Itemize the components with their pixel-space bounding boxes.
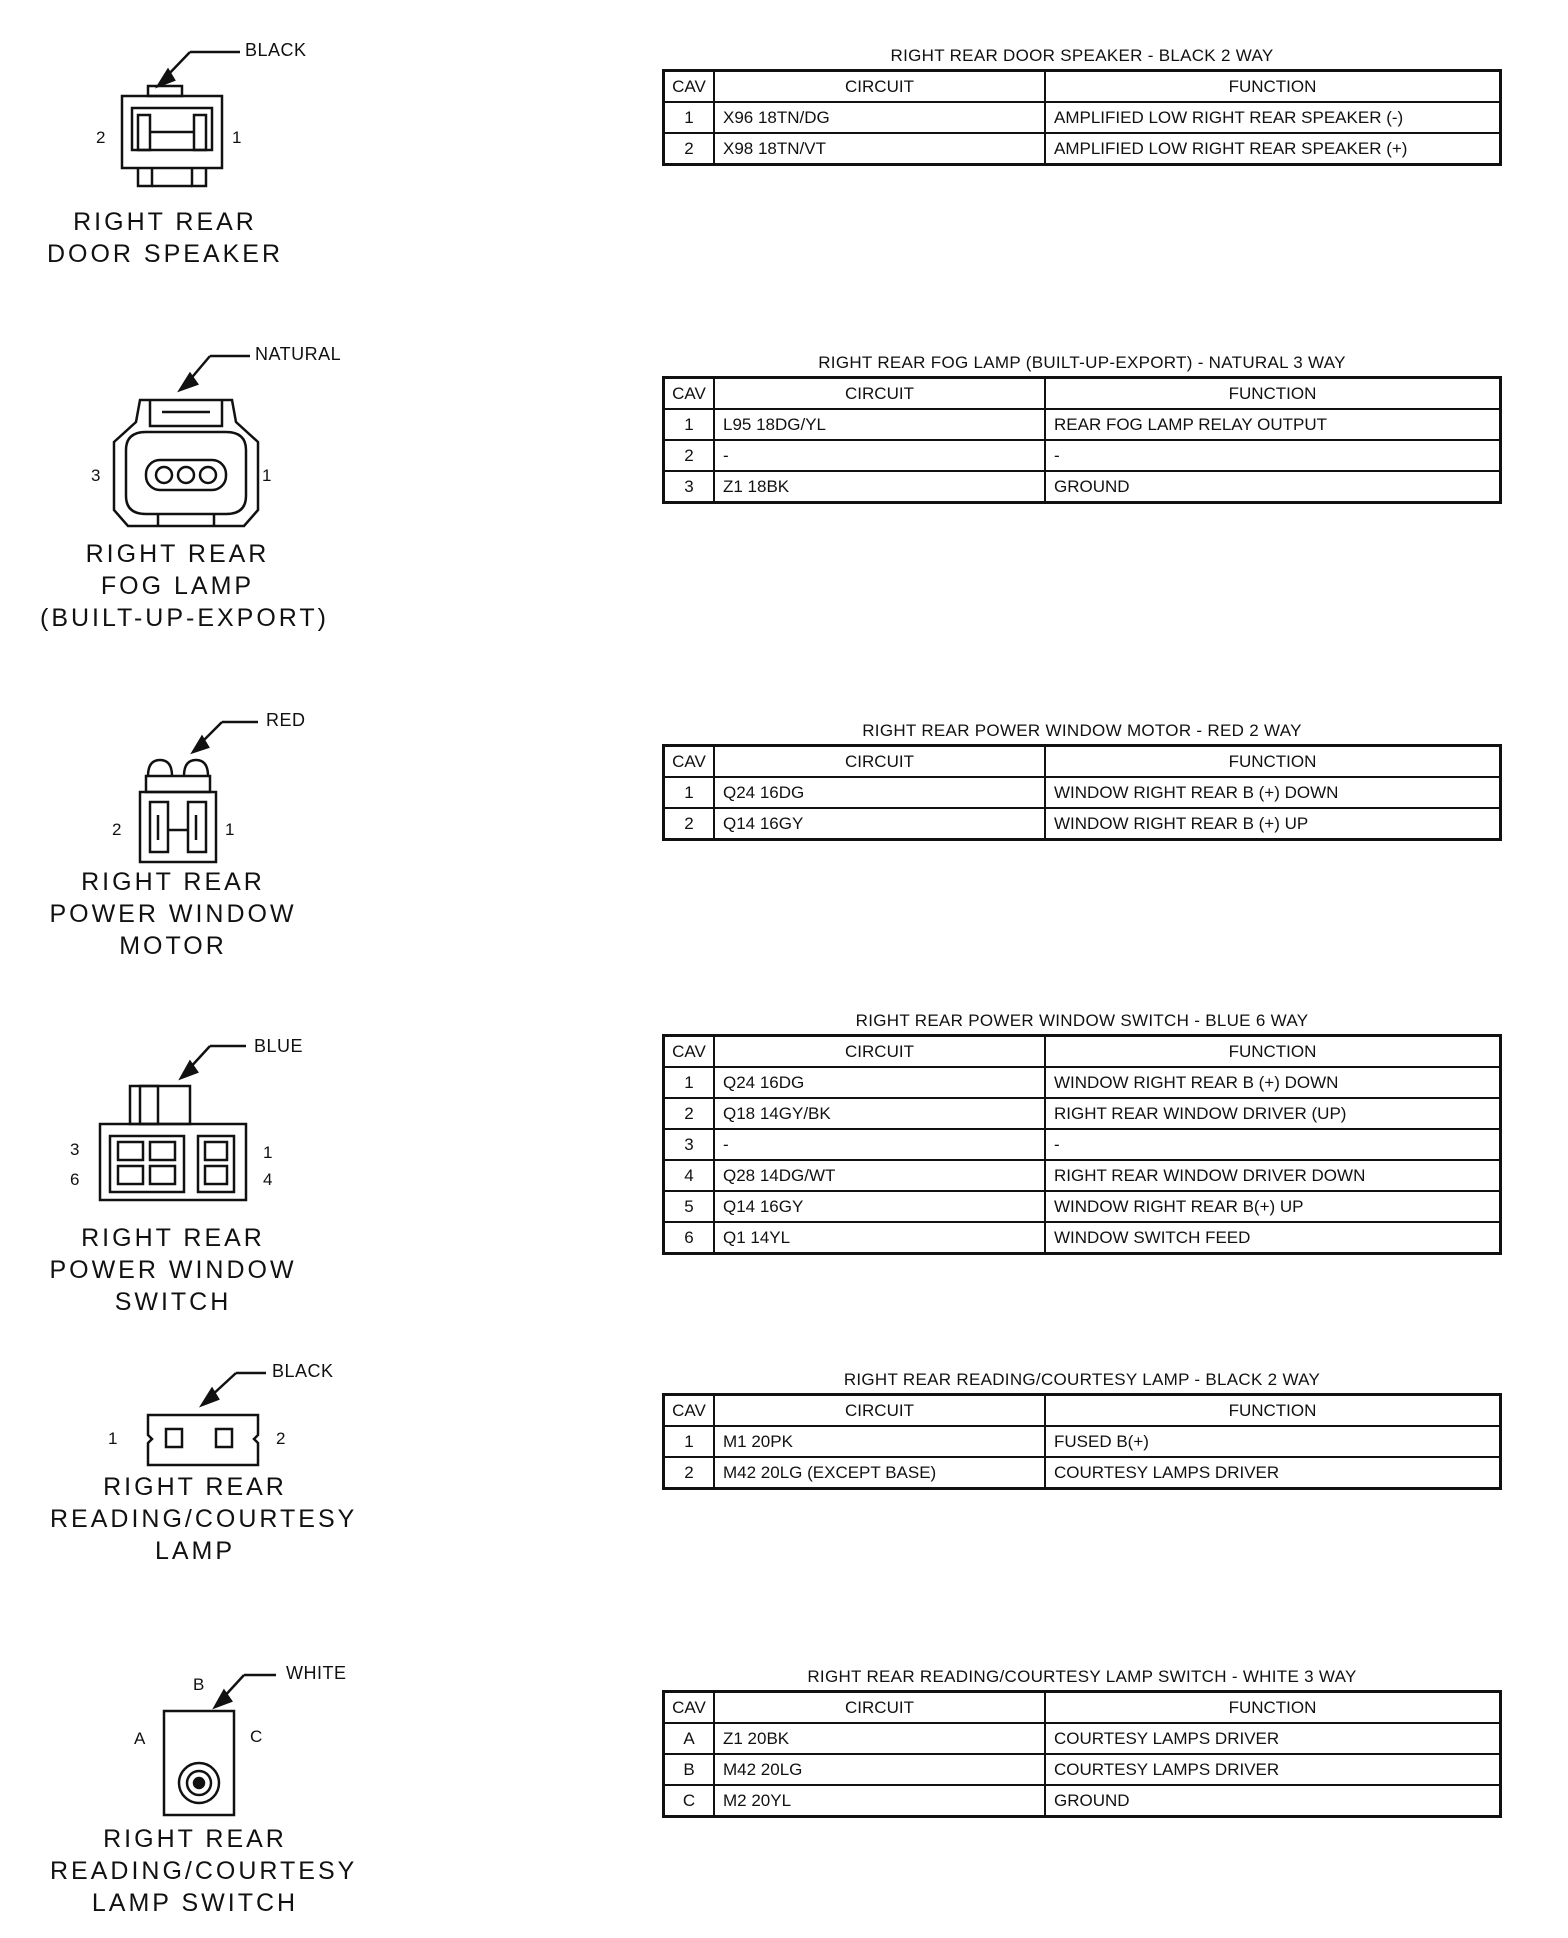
pinout-grid	[662, 376, 1502, 504]
pinout-table	[662, 350, 1502, 504]
connector-color-label: WHITE	[286, 1663, 347, 1683]
table-title: RIGHT REAR POWER WINDOW MOTOR - RED 2 WAY	[862, 721, 1302, 740]
pinout-grid	[662, 1393, 1502, 1490]
pinout-grid	[662, 69, 1502, 166]
pin-label: 2	[96, 128, 106, 147]
connector-color-label: NATURAL	[255, 344, 342, 364]
connector-color-label: BLUE	[254, 1036, 304, 1056]
connector-color-label: RED	[266, 710, 306, 730]
pin-label: 3	[91, 466, 101, 485]
table-row: B M42 20LG COURTESY LAMPS DRIVER	[664, 1754, 1501, 1785]
pin-label: A	[134, 1729, 146, 1748]
pin-label: C	[250, 1727, 263, 1746]
connector-name: RIGHT REAR POWER WINDOW MOTOR	[49, 868, 297, 960]
connector-name: RIGHT REAR POWER WINDOW SWITCH	[49, 1224, 297, 1316]
pin-label: 1	[232, 128, 242, 147]
pin-label: 1	[108, 1429, 118, 1448]
connector-right-rear-power-window-switch	[0, 1000, 1568, 1345]
pinout-table	[662, 1664, 1502, 1818]
pinout-grid	[662, 1034, 1502, 1255]
pinout-table	[662, 1367, 1502, 1490]
table-title: RIGHT REAR FOG LAMP (BUILT-UP-EXPORT) - NATURAL 3 WAY	[818, 353, 1346, 372]
table-row: 2 Q18 14GY/BK RIGHT REAR WINDOW DRIVER (UP)	[664, 1098, 1501, 1129]
connector-name: RIGHT REAR DOOR SPEAKER	[46, 208, 284, 268]
table-row: 2 X98 18TN/VT AMPLIFIED LOW RIGHT REAR SPEAKER (+)	[664, 133, 1501, 165]
pin-label: 4	[263, 1170, 273, 1189]
pin-label: B	[193, 1675, 205, 1694]
connector-color-label: BLACK	[245, 40, 307, 60]
table-header-row: CAV CIRCUIT FUNCTION	[664, 746, 1501, 778]
table-row: 1 Q24 16DG WINDOW RIGHT REAR B (+) DOWN	[664, 1067, 1501, 1098]
table-row: 1 L95 18DG/YL REAR FOG LAMP RELAY OUTPUT	[664, 409, 1501, 440]
connector-right-rear-reading-courtesy-lamp	[0, 1345, 1568, 1645]
table-row: 1 M1 20PK FUSED B(+)	[664, 1426, 1501, 1457]
table-row: 3 Z1 18BK GROUND	[664, 471, 1501, 503]
connector-right-rear-power-window-motor	[0, 680, 1568, 1000]
table-row: 1 X96 18TN/DG AMPLIFIED LOW RIGHT REAR SPEAKER (-)	[664, 102, 1501, 133]
table-header-row: CAV CIRCUIT FUNCTION	[664, 378, 1501, 410]
pinout-grid	[662, 1690, 1502, 1818]
table-header-row: CAV CIRCUIT FUNCTION	[664, 1692, 1501, 1724]
connector-right-rear-door-speaker	[0, 0, 1568, 300]
table-row: C M2 20YL GROUND	[664, 1785, 1501, 1817]
pin-label: 2	[112, 820, 122, 839]
table-header-row: CAV CIRCUIT FUNCTION	[664, 1036, 1501, 1068]
connector-name: RIGHT REAR READING/COURTESY LAMP	[50, 1473, 358, 1565]
pin-label: 1	[225, 820, 235, 839]
connector-name: RIGHT REAR READING/COURTESY LAMP SWITCH	[50, 1825, 358, 1917]
connector-right-rear-fog-lamp	[0, 300, 1568, 680]
table-title: RIGHT REAR READING/COURTESY LAMP - BLACK 2 WAY	[843, 1370, 1321, 1389]
table-title: RIGHT REAR POWER WINDOW SWITCH - BLUE 6 WAY	[855, 1011, 1309, 1030]
table-row: A Z1 20BK COURTESY LAMPS DRIVER	[664, 1723, 1501, 1754]
table-row: 1 Q24 16DG WINDOW RIGHT REAR B (+) DOWN	[664, 777, 1501, 808]
table-title: RIGHT REAR READING/COURTESY LAMP SWITCH - WHITE 3 WAY	[807, 1667, 1357, 1686]
connector-name: RIGHT REAR FOG LAMP (BUILT-UP-EXPORT)	[40, 540, 329, 632]
pin-label: 1	[262, 466, 272, 485]
table-row: 2 - -	[664, 440, 1501, 471]
pinout-table	[662, 43, 1502, 166]
connector-color-label: BLACK	[272, 1361, 334, 1381]
pin-label: 6	[70, 1170, 80, 1189]
table-row: 2 Q14 16GY WINDOW RIGHT REAR B (+) UP	[664, 808, 1501, 840]
pin-label: 3	[70, 1140, 80, 1159]
connector-right-rear-reading-courtesy-lamp-switch	[0, 1645, 1568, 1938]
table-row: 6 Q1 14YL WINDOW SWITCH FEED	[664, 1222, 1501, 1254]
pin-label: 1	[263, 1143, 273, 1162]
table-row: 5 Q14 16GY WINDOW RIGHT REAR B(+) UP	[664, 1191, 1501, 1222]
pinout-table	[662, 1008, 1502, 1255]
table-row: 2 M42 20LG (EXCEPT BASE) COURTESY LAMPS DRIVER	[664, 1457, 1501, 1489]
table-header-row: CAV CIRCUIT FUNCTION	[664, 1395, 1501, 1427]
pin-label: 2	[276, 1429, 286, 1448]
pinout-grid	[662, 744, 1502, 841]
table-row: 4 Q28 14DG/WT RIGHT REAR WINDOW DRIVER DOWN	[664, 1160, 1501, 1191]
table-header-row: CAV CIRCUIT FUNCTION	[664, 71, 1501, 103]
table-title: RIGHT REAR DOOR SPEAKER - BLACK 2 WAY	[890, 46, 1274, 65]
pinout-table	[662, 718, 1502, 841]
table-row: 3 - -	[664, 1129, 1501, 1160]
